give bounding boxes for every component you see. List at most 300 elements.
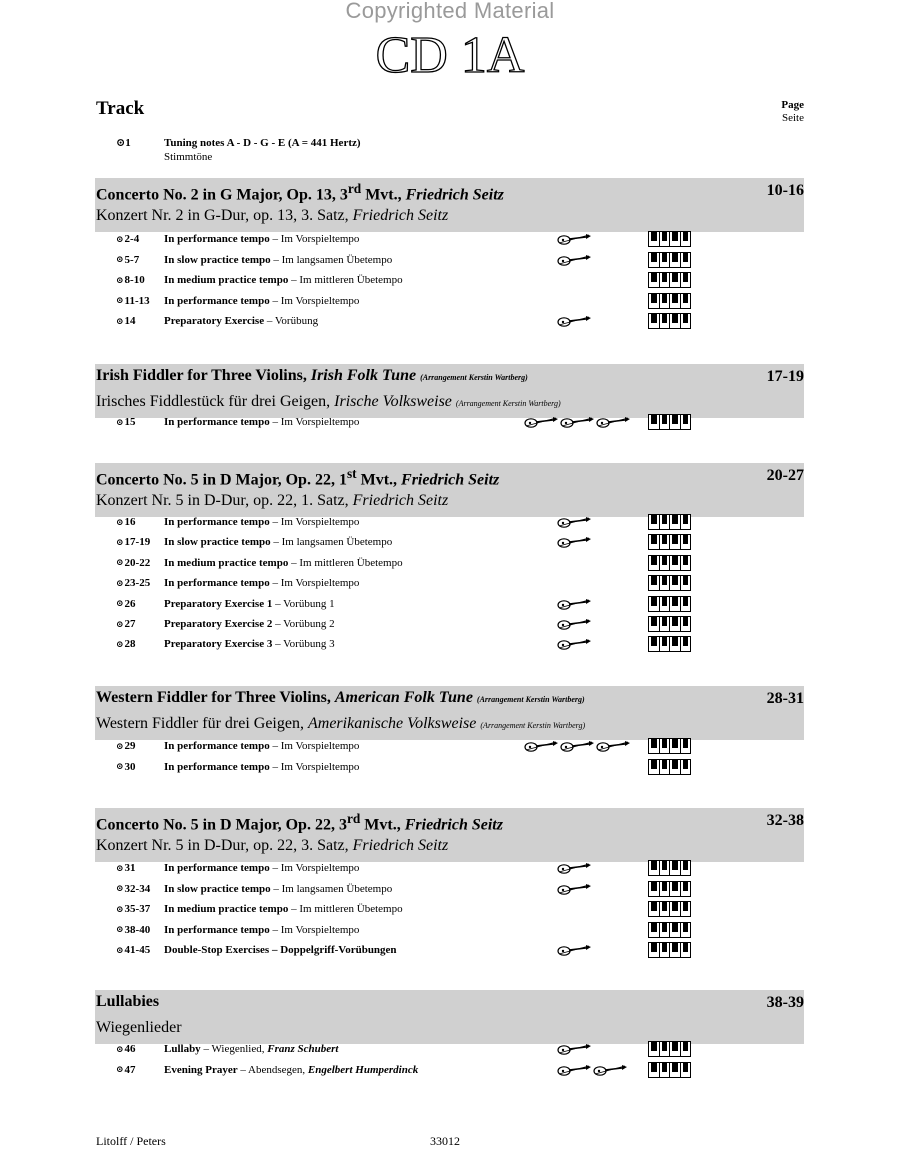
arrangement-credit: (Arrangement Kerstin Wartberg) [476, 695, 585, 704]
violin-group [556, 232, 592, 246]
disc-icon: ⊙ [116, 233, 124, 244]
piano-key [680, 616, 692, 632]
track-description [164, 557, 403, 569]
track-tempo: Preparatory Exercise 2 [164, 618, 273, 630]
track-tempo-de: – Im Vorspieltempo [269, 233, 360, 245]
track-tempo-de: – Doppelgriff-Vorübungen [269, 944, 397, 956]
track-row [116, 413, 359, 431]
violin-icon [556, 515, 592, 529]
track-description [164, 536, 392, 548]
arrangement-credit-de: (Arrangement Kerstin Wartberg) [455, 399, 561, 408]
track-number [116, 1043, 164, 1055]
disc-icon: ⊙ [116, 598, 124, 609]
section-subtitle-text: Irisches Fiddlestück für drei Geigen, [96, 393, 335, 410]
composer-name: American Folk Tune [334, 689, 473, 706]
section-header [95, 463, 804, 517]
section-header [95, 686, 804, 740]
composer-name-de: Irische Volksweise [334, 393, 452, 410]
track-tempo: In medium practice tempo [164, 556, 289, 569]
section-title-text: Irish Fiddler for Three Violins, [96, 367, 311, 384]
track-number [116, 862, 164, 874]
page-range: 10-16 [766, 182, 804, 199]
disc-icon: ⊙ [116, 557, 124, 568]
section-header [95, 364, 804, 418]
composer-name-de: Amerikanische Volksweise [307, 715, 477, 732]
track-number [116, 883, 164, 895]
violin-group [556, 597, 592, 611]
track-description [164, 761, 359, 773]
track-number-text: 30 [124, 760, 136, 773]
section-title [96, 367, 528, 385]
disc-icon: ⊙ [116, 577, 124, 588]
track-tempo-de: – Vorübung 1 [272, 597, 335, 610]
violin-icon [523, 415, 559, 429]
violin-icon [559, 739, 595, 753]
track-tempo: In performance tempo [164, 862, 270, 874]
page-range: 20-27 [766, 467, 804, 484]
track-tempo: In performance tempo [164, 577, 270, 590]
track-description [164, 862, 359, 874]
page-range: 38-39 [766, 994, 804, 1011]
track-number [116, 944, 164, 956]
track-description [164, 315, 318, 327]
track-tempo-de: – Im Vorspieltempo [269, 740, 360, 752]
track-number [116, 903, 164, 915]
violin-icon [592, 1063, 628, 1077]
section-title-text: Concerto No. 5 in D Major, Op. 22, 3 [96, 816, 347, 834]
violin-icon [595, 415, 631, 429]
track-number [116, 295, 164, 307]
track-row [116, 1061, 418, 1079]
section-subtitle [96, 1019, 182, 1037]
track-number [116, 1064, 164, 1076]
violin-group [523, 415, 631, 429]
track-tempo: Double-Stop Exercises [164, 944, 270, 956]
page-title: CD 1A [375, 27, 525, 84]
violin-group [556, 943, 592, 957]
violin-group [556, 1063, 628, 1077]
track-number [116, 761, 164, 773]
track-number [116, 416, 164, 428]
piano-accompaniment-icon [648, 231, 690, 247]
disc-icon: ⊙ [116, 618, 124, 629]
page-label-en: Page [781, 99, 804, 111]
track-row [116, 230, 359, 248]
disc-icon: ⊙ [116, 416, 124, 427]
track-number-text: 15 [124, 416, 136, 428]
track-tempo-de: – Vorübung [264, 315, 319, 327]
violin-icon [556, 943, 592, 957]
track-number-text: 26 [124, 597, 136, 610]
track-tempo-de: – Im Vorspieltempo [269, 760, 360, 773]
track-tempo-de: – Vorübung 2 [272, 618, 335, 630]
arrangement-credit: (Arrangement Kerstin Wartberg) [420, 373, 528, 382]
track-tempo: In performance tempo [164, 294, 270, 307]
track-description [164, 254, 392, 266]
composer-name: Friedrich Seitz [401, 471, 500, 489]
track-tempo: In performance tempo [164, 516, 270, 528]
piano-key [680, 942, 692, 958]
track-row [116, 921, 359, 939]
copyright-watermark: Copyrighted Material [345, 0, 555, 23]
track-number-text: 17-19 [124, 536, 151, 549]
track-tempo-de: – Im mittleren Übetempo [288, 274, 403, 286]
piano-key [680, 738, 692, 754]
publisher-footer: Litolff / Peters [96, 1134, 166, 1148]
piano-accompaniment-icon [648, 860, 690, 876]
track-description [164, 618, 335, 630]
section-title-text: Lullabies [96, 993, 160, 1010]
piano-key [680, 575, 692, 591]
page-range: 28-31 [766, 690, 804, 707]
track-number-text: 8-10 [124, 274, 145, 286]
track-row [116, 312, 318, 330]
track-number [116, 557, 164, 569]
track-row [116, 615, 335, 633]
violin-icon [556, 597, 592, 611]
track-tempo-de: – Im Vorspieltempo [269, 577, 360, 590]
disc-icon: ⊙ [116, 1064, 124, 1074]
track-tempo: Evening Prayer [164, 1063, 238, 1076]
track-row [116, 271, 403, 289]
section-subtitle-text: Konzert Nr. 2 in G-Dur, op. 13, 3. Satz, [96, 207, 353, 224]
violin-icon [556, 861, 592, 875]
track-number [116, 254, 164, 266]
track-number: ⊙1 [116, 137, 131, 149]
composer-name-de: Friedrich Seitz [352, 837, 449, 854]
track-description [164, 1064, 418, 1076]
track-number [116, 577, 164, 589]
track-tempo-de: – Im mittleren Übetempo [288, 556, 403, 569]
piano-accompaniment-icon [648, 555, 690, 571]
track-tempo: In performance tempo [164, 233, 270, 245]
disc-icon: ⊙ [116, 295, 124, 305]
violin-group [556, 515, 592, 529]
piano-accompaniment-icon [648, 252, 690, 268]
track-number-text: 47 [124, 1063, 136, 1076]
track-tempo-de: – Im Vorspieltempo [269, 516, 360, 528]
disc-icon: ⊙ [116, 516, 124, 527]
track-number-text: 38-40 [124, 923, 151, 936]
track-row [116, 574, 359, 592]
track-tempo-de: – Im Vorspieltempo [269, 862, 360, 874]
track-description [164, 883, 392, 895]
section-subtitle [96, 393, 561, 411]
section-subtitle [96, 207, 448, 225]
track-row [116, 251, 392, 269]
track-description [164, 577, 359, 589]
track-row [116, 595, 335, 613]
track-tempo-de: – Im langsamen Übetempo [270, 536, 393, 549]
section-title-movement: Mvt., [361, 186, 406, 204]
piano-key [680, 231, 692, 247]
piano-accompaniment-icon [648, 313, 690, 329]
section-title [96, 466, 499, 489]
violin-group [556, 535, 592, 549]
track-tempo: In performance tempo [164, 923, 270, 936]
track-composer: Engelbert Humperdinck [307, 1063, 419, 1076]
track-description [164, 274, 403, 286]
track-column-header: Track [96, 98, 145, 119]
track-composer: Franz Schubert [267, 1043, 339, 1055]
track-row [116, 758, 359, 776]
violin-group [556, 861, 592, 875]
track-description [164, 638, 335, 650]
track-row [116, 513, 359, 531]
track-tempo-de: – Im mittleren Übetempo [288, 903, 403, 915]
track-number-text: 32-34 [124, 882, 151, 895]
track-tempo: In medium practice tempo [164, 274, 289, 286]
tuning-text: Tuning notes A - D - G - E (A = 441 Hertz) [164, 137, 361, 149]
track-description [164, 233, 359, 245]
disc-icon: ⊙ [116, 924, 124, 934]
track-number-text: 20-22 [124, 556, 151, 569]
disc-icon: ⊙ [116, 1043, 124, 1054]
piano-accompaniment-icon [648, 575, 690, 591]
track-row [116, 292, 359, 310]
piano-key [680, 901, 692, 917]
disc-icon: ⊙ [116, 638, 124, 649]
violin-icon [556, 535, 592, 549]
violin-icon [556, 617, 592, 631]
section-title [96, 993, 159, 1011]
piano-accompaniment-icon [648, 901, 690, 917]
composer-name-de: Friedrich Seitz [352, 207, 449, 224]
page-range: 32-38 [766, 812, 804, 829]
track-tempo-de: – Vorübung 3 [272, 638, 335, 651]
track-number-text: 41-45 [124, 944, 151, 956]
track-row [116, 941, 397, 959]
track-tempo-de: – Wiegenlied, [200, 1043, 268, 1055]
piano-key [680, 252, 692, 268]
section-title-text: Concerto No. 2 in G Major, Op. 13, 3 [96, 186, 348, 204]
violin-icon [595, 739, 631, 753]
violin-icon [556, 1042, 592, 1056]
section-title-movement: Mvt., [356, 471, 402, 489]
piano-accompaniment-icon [648, 414, 690, 430]
piano-accompaniment-icon [648, 616, 690, 632]
violin-group [556, 637, 592, 651]
track-description [164, 924, 359, 936]
composer-name: Friedrich Seitz [404, 816, 503, 834]
page-label-de: Seite [782, 112, 804, 124]
section-title-movement: Mvt., [360, 816, 405, 834]
track-tempo: In performance tempo [164, 760, 270, 773]
piano-accompaniment-icon [648, 738, 690, 754]
track-tempo-de: – Im langsamen Übetempo [270, 253, 393, 266]
track-number-text: 14 [124, 315, 136, 327]
section-header [95, 808, 804, 862]
violin-group [556, 882, 592, 896]
violin-group [556, 253, 592, 267]
disc-icon: ⊙ [116, 274, 124, 285]
track-tempo-de: – Im langsamen Übetempo [270, 882, 393, 895]
violin-icon [556, 314, 592, 328]
disc-icon: ⊙ [116, 862, 124, 873]
arrangement-credit-de: (Arrangement Kerstin Wartberg) [480, 721, 586, 730]
disc-icon: ⊙ [116, 254, 124, 264]
section-title-text: Western Fiddler for Three Violins, [96, 689, 335, 706]
track-number-text: 23-25 [124, 577, 151, 590]
track-tempo: In performance tempo [164, 740, 270, 752]
section-subtitle [96, 492, 448, 510]
violin-icon [556, 253, 592, 267]
track-description [164, 944, 397, 956]
violin-icon [556, 637, 592, 651]
violin-group [556, 314, 592, 328]
violin-icon [559, 415, 595, 429]
track-number [116, 638, 164, 650]
track-row [116, 1040, 338, 1058]
track-row [116, 635, 335, 653]
composer-name: Irish Folk Tune [310, 367, 417, 384]
disc-icon: ⊙ [116, 883, 124, 893]
piano-key [680, 636, 692, 652]
violin-group [556, 617, 592, 631]
section-subtitle-text: Western Fiddler für drei Geigen, [96, 715, 308, 732]
piano-accompaniment-icon [648, 514, 690, 530]
piano-key [680, 313, 692, 329]
piano-key [680, 860, 692, 876]
violin-icon [556, 232, 592, 246]
section-title [96, 811, 503, 834]
track-tempo: Preparatory Exercise 1 [164, 597, 273, 610]
track-tempo-de: – Im Vorspieltempo [269, 923, 360, 936]
section-title [96, 689, 585, 707]
section-header [95, 178, 804, 232]
disc-icon: ⊙ [116, 903, 124, 914]
tuning-subtitle: Stimmtöne [164, 151, 213, 163]
violin-group [556, 1042, 592, 1056]
section-subtitle-text: Konzert Nr. 5 in D-Dur, op. 22, 1. Satz, [96, 492, 353, 509]
track-tempo: In slow practice tempo [164, 882, 271, 895]
piano-key [680, 414, 692, 430]
piano-key [680, 514, 692, 530]
disc-icon: ⊙ [116, 315, 124, 326]
disc-icon: ⊙ [116, 761, 124, 771]
piano-accompaniment-icon [648, 922, 690, 938]
disc-icon: ⊙ [116, 740, 124, 751]
violin-icon [556, 882, 592, 896]
track-number [116, 618, 164, 630]
track-number [116, 924, 164, 936]
piano-accompaniment-icon [648, 636, 690, 652]
piano-accompaniment-icon [648, 596, 690, 612]
section-subtitle [96, 715, 585, 733]
ordinal-suffix: rd [346, 811, 361, 826]
track-description [164, 416, 359, 428]
piano-accompaniment-icon [648, 1041, 690, 1057]
piano-key [680, 881, 692, 897]
ordinal-suffix: rd [347, 181, 362, 196]
track-number [116, 598, 164, 610]
piano-key [680, 759, 692, 775]
disc-icon: ⊙ [116, 137, 126, 149]
track-description [164, 295, 359, 307]
track-number [116, 315, 164, 327]
track-number-text: 5-7 [124, 253, 140, 266]
piano-accompaniment-icon [648, 942, 690, 958]
track-row [116, 859, 359, 877]
piano-key [680, 1041, 692, 1057]
track-number-text: 31 [124, 862, 136, 874]
track-row [116, 880, 392, 898]
track-number-text: 11-13 [124, 294, 150, 307]
section-subtitle [96, 837, 448, 855]
section-header [95, 990, 804, 1044]
piano-accompaniment-icon [648, 293, 690, 309]
page-range: 17-19 [766, 368, 804, 385]
track-tempo: In slow practice tempo [164, 536, 271, 549]
track-number-text: 28 [124, 638, 136, 651]
tuning-track [116, 136, 361, 163]
track-row [116, 533, 392, 551]
piano-key [680, 555, 692, 571]
track-number-text: 27 [124, 618, 136, 630]
track-number-text: 2-4 [124, 233, 140, 245]
piano-key [680, 922, 692, 938]
piano-key [680, 534, 692, 550]
track-number-text: 29 [124, 740, 136, 752]
piano-key [680, 272, 692, 288]
track-number [116, 274, 164, 286]
track-number-text: 16 [124, 516, 136, 528]
track-description [164, 903, 403, 915]
composer-name: Friedrich Seitz [405, 186, 504, 204]
catalog-number: 33012 [430, 1134, 460, 1148]
track-tempo-de: – Abendsegen, [237, 1063, 308, 1076]
disc-icon: ⊙ [116, 944, 124, 955]
piano-key [680, 596, 692, 612]
track-number [116, 536, 164, 548]
track-number [116, 233, 164, 245]
violin-icon [523, 739, 559, 753]
piano-accompaniment-icon [648, 1062, 690, 1078]
violin-group [523, 739, 631, 753]
piano-key [680, 1062, 692, 1078]
page-column-header [781, 99, 804, 125]
piano-accompaniment-icon [648, 534, 690, 550]
track-row [116, 554, 403, 572]
track-tempo-de: – Im Vorspieltempo [269, 294, 360, 307]
track-tempo: Preparatory Exercise 3 [164, 638, 273, 651]
track-tempo-de: – Im Vorspieltempo [269, 416, 360, 428]
ordinal-suffix: st [346, 466, 357, 481]
section-subtitle-text: Wiegenlieder [96, 1019, 182, 1036]
track-number-text: 35-37 [124, 903, 151, 915]
track-tempo: In medium practice tempo [164, 903, 289, 915]
violin-icon [556, 1063, 592, 1077]
track-description [164, 516, 359, 528]
track-number-text: 46 [124, 1043, 136, 1055]
section-title-text: Concerto No. 5 in D Major, Op. 22, 1 [96, 471, 347, 489]
section-subtitle-text: Konzert Nr. 5 in D-Dur, op. 22, 3. Satz, [96, 837, 353, 854]
track-tempo: In slow practice tempo [164, 253, 271, 266]
piano-key [680, 293, 692, 309]
track-description [164, 598, 335, 610]
piano-accompaniment-icon [648, 759, 690, 775]
track-row [116, 900, 403, 918]
track-tempo: Lullaby [164, 1043, 201, 1055]
composer-name-de: Friedrich Seitz [352, 492, 449, 509]
track-row [116, 737, 359, 755]
track-number [116, 740, 164, 752]
section-title [96, 181, 504, 204]
track-description [164, 1043, 338, 1055]
track-tempo: Preparatory Exercise [164, 315, 265, 327]
disc-icon: ⊙ [116, 536, 124, 547]
track-number [116, 516, 164, 528]
